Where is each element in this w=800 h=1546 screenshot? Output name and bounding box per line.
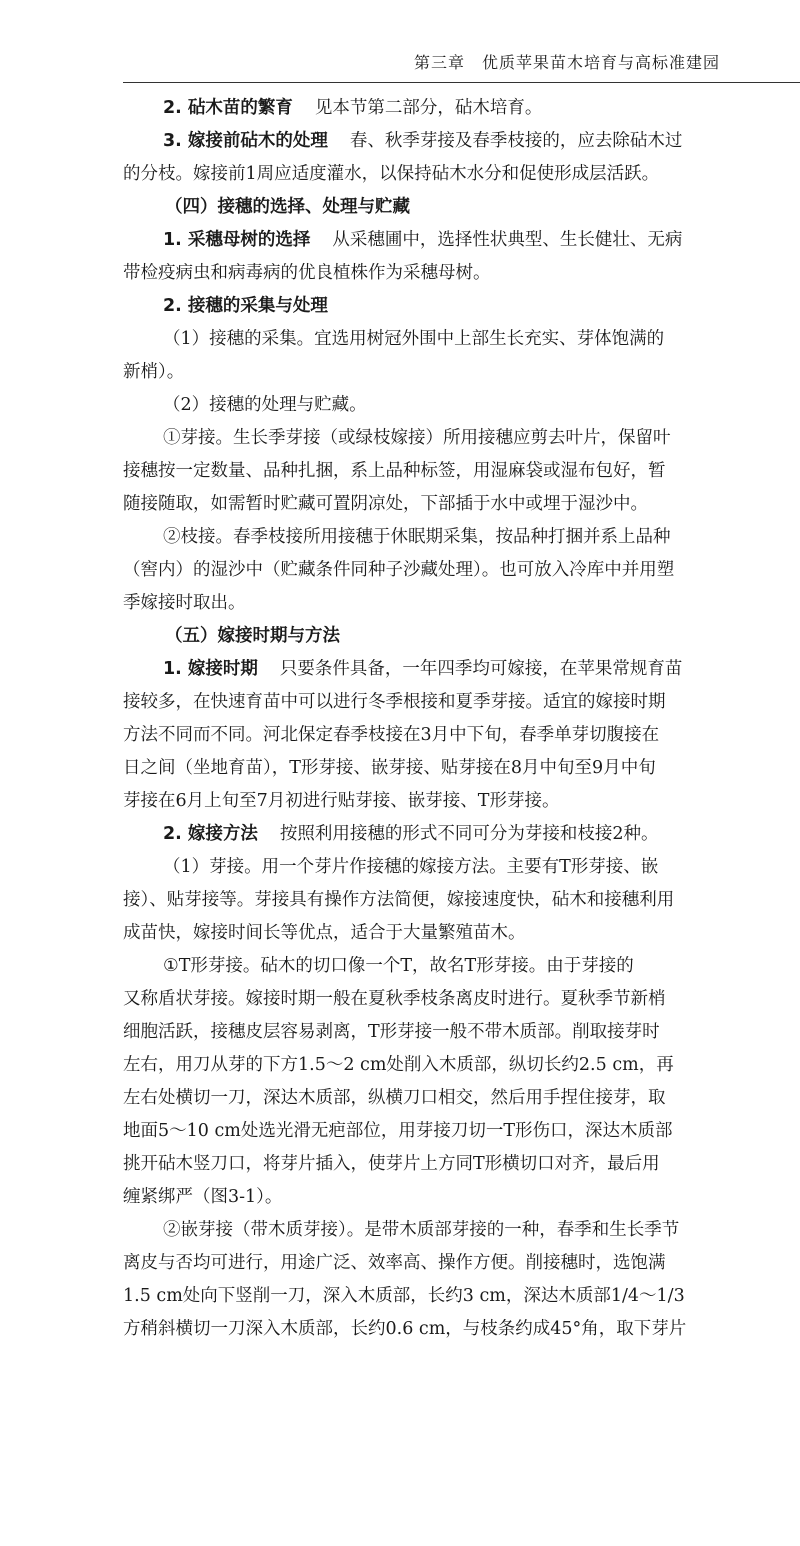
line-text: 左右处横切一刀，深达木质部，纵横刀口相交，然后用手捏住接芽，取 [123,1088,666,1108]
text-line [123,851,800,884]
line-text: 挑开砧木竖刀口，将芽片插入，使芽片上方同T形横切口对齐，最后用 [123,1154,660,1174]
text-line [123,356,800,389]
line-text: 按照利用接穗的形式不同可分为芽接和枝接2种。 [279,824,659,844]
text-line [123,785,800,818]
line-text: 春、秋季芽接及春季枝接的，应去除砧木过 [349,131,683,151]
text-line [123,1280,800,1313]
line-text: ①芽接。生长季芽接（或绿枝嫁接）所用接穗应剪去叶片，保留叶 [163,428,671,448]
page-body [123,92,800,1346]
text-line [123,389,800,422]
subheading: 2. 砧木苗的繁育 [163,98,293,118]
text-line [123,884,800,917]
line-text: 地面5～10 cm处选光滑无疤部位，用芽接刀切一T形伤口，深达木质部 [123,1121,673,1141]
section-heading: （五）嫁接时期与方法 [165,626,340,646]
line-text: （窖内）的湿沙中（贮藏条件同种子沙藏处理）。也可放入冷库中并用塑 [123,560,675,580]
line-text: ①T形芽接。砧木的切口像一个T，故名T形芽接。由于芽接的 [163,956,634,976]
line-text: 1.5 cm处向下竖削一刀，深入木质部，长约3 cm，深达木质部1/4～1/3 [123,1286,685,1306]
line-text: 从采穗圃中，选择性状典型、生长健壮、无病 [332,230,683,250]
line-text: 带检疫病虫和病毒病的优良植株作为采穗母树。 [123,263,491,283]
line-text: 方稍斜横切一刀深入木质部，长约0.6 cm，与枝条约成45°角，取下芽片 [123,1319,687,1339]
text-line [123,1313,800,1346]
subheading: 1. 嫁接时期 [163,659,258,679]
line-text: 季嫁接时取出。 [123,593,246,613]
text-line [123,323,800,356]
text-line [123,455,800,488]
text-line [123,1181,800,1214]
line-text: 只要条件具备，一年四季均可嫁接，在苹果常规育苗 [279,659,683,679]
subheading: 3. 嫁接前砧木的处理 [163,131,328,151]
text-line [123,917,800,950]
line-text: 日之间（坐地育苗），T形芽接、嵌芽接、贴芽接在8月中旬至9月中旬 [123,758,656,778]
line-text: 离皮与否均可进行，用途广泛、效率高、操作方便。削接穗时，选饱满 [123,1253,666,1273]
line-text: 又称盾状芽接。嫁接时期一般在夏秋季枝条离皮时进行。夏秋季节新梢 [123,989,666,1009]
text-line [123,1247,800,1280]
text-line [123,719,800,752]
text-line [123,983,800,1016]
line-text: 缠紧绑严（图3-1）。 [123,1187,283,1207]
text-line [123,488,800,521]
text-line [123,224,800,257]
header-title: 第三章 优质苹果苗木培育与高标准建园 [413,53,720,72]
line-text: 接）、贴芽接等。芽接具有操作方法简便，嫁接速度快，砧木和接穗利用 [123,890,675,910]
text-line [123,653,800,686]
text-line [123,1214,800,1247]
text-line [123,752,800,785]
text-line [123,686,800,719]
line-text: 随接随取，如需暂时贮藏可置阴凉处，下部插于水中或埋于湿沙中。 [123,494,648,514]
text-line [123,158,800,191]
text-line [123,422,800,455]
line-text: 细胞活跃，接穗皮层容易剥离，T形芽接一般不带木质部。削取接芽时 [123,1022,660,1042]
line-text: 左右，用刀从芽的下方1.5～2 cm处削入木质部，纵切长约2.5 cm，再 [123,1055,674,1075]
line-text: 芽接在6月上旬至7月初进行贴芽接、嵌芽接、T形芽接。 [123,791,560,811]
line-text: 接穗按一定数量、品种扎捆，系上品种标签，用湿麻袋或湿布包好，暂 [123,461,666,481]
text-line [123,818,800,851]
text-line [123,257,800,290]
line-text: 方法不同而不同。河北保定春季枝接在3月中下旬，春季单芽切腹接在 [123,725,660,745]
line-text: 接较多，在快速育苗中可以进行冬季根接和夏季芽接。适宜的嫁接时期 [123,692,666,712]
text-line [123,1115,800,1148]
text-line [123,521,800,554]
text-line [123,1082,800,1115]
line-text: （1）芽接。用一个芽片作接穗的嫁接方法。主要有T形芽接、嵌 [163,857,659,877]
running-header [123,46,800,83]
text-line [123,1016,800,1049]
subheading: 2. 嫁接方法 [163,824,258,844]
line-text: 见本节第二部分，砧木培育。 [314,98,543,118]
line-text: （1）接穗的采集。宜选用树冠外围中上部生长充实、芽体饱满的 [163,329,665,349]
subheading: 1. 采穗母树的选择 [163,230,311,250]
line-text: 成苗快，嫁接时间长等优点，适合于大量繁殖苗木。 [123,923,526,943]
text-line [123,950,800,983]
text-line [123,1148,800,1181]
section-heading: （四）接穗的选择、处理与贮藏 [165,197,410,217]
line-text: ②枝接。春季枝接所用接穗于休眠期采集，按品种打捆并系上品种 [163,527,671,547]
text-line [123,125,800,158]
text-line [123,1049,800,1082]
line-text: 的分枝。嫁接前1周应适度灌水，以保持砧木水分和促使形成层活跃。 [123,164,660,184]
text-line [123,92,800,125]
text-line [123,554,800,587]
line-text: ②嵌芽接（带木质芽接）。是带木质部芽接的一种，春季和生长季节 [163,1220,680,1240]
subheading: 2. 接穗的采集与处理 [163,296,328,316]
text-line [123,290,800,323]
line-text: 新梢）。 [123,362,185,382]
line-text: （2）接穗的处理与贮藏。 [163,395,367,415]
text-line [123,587,800,620]
